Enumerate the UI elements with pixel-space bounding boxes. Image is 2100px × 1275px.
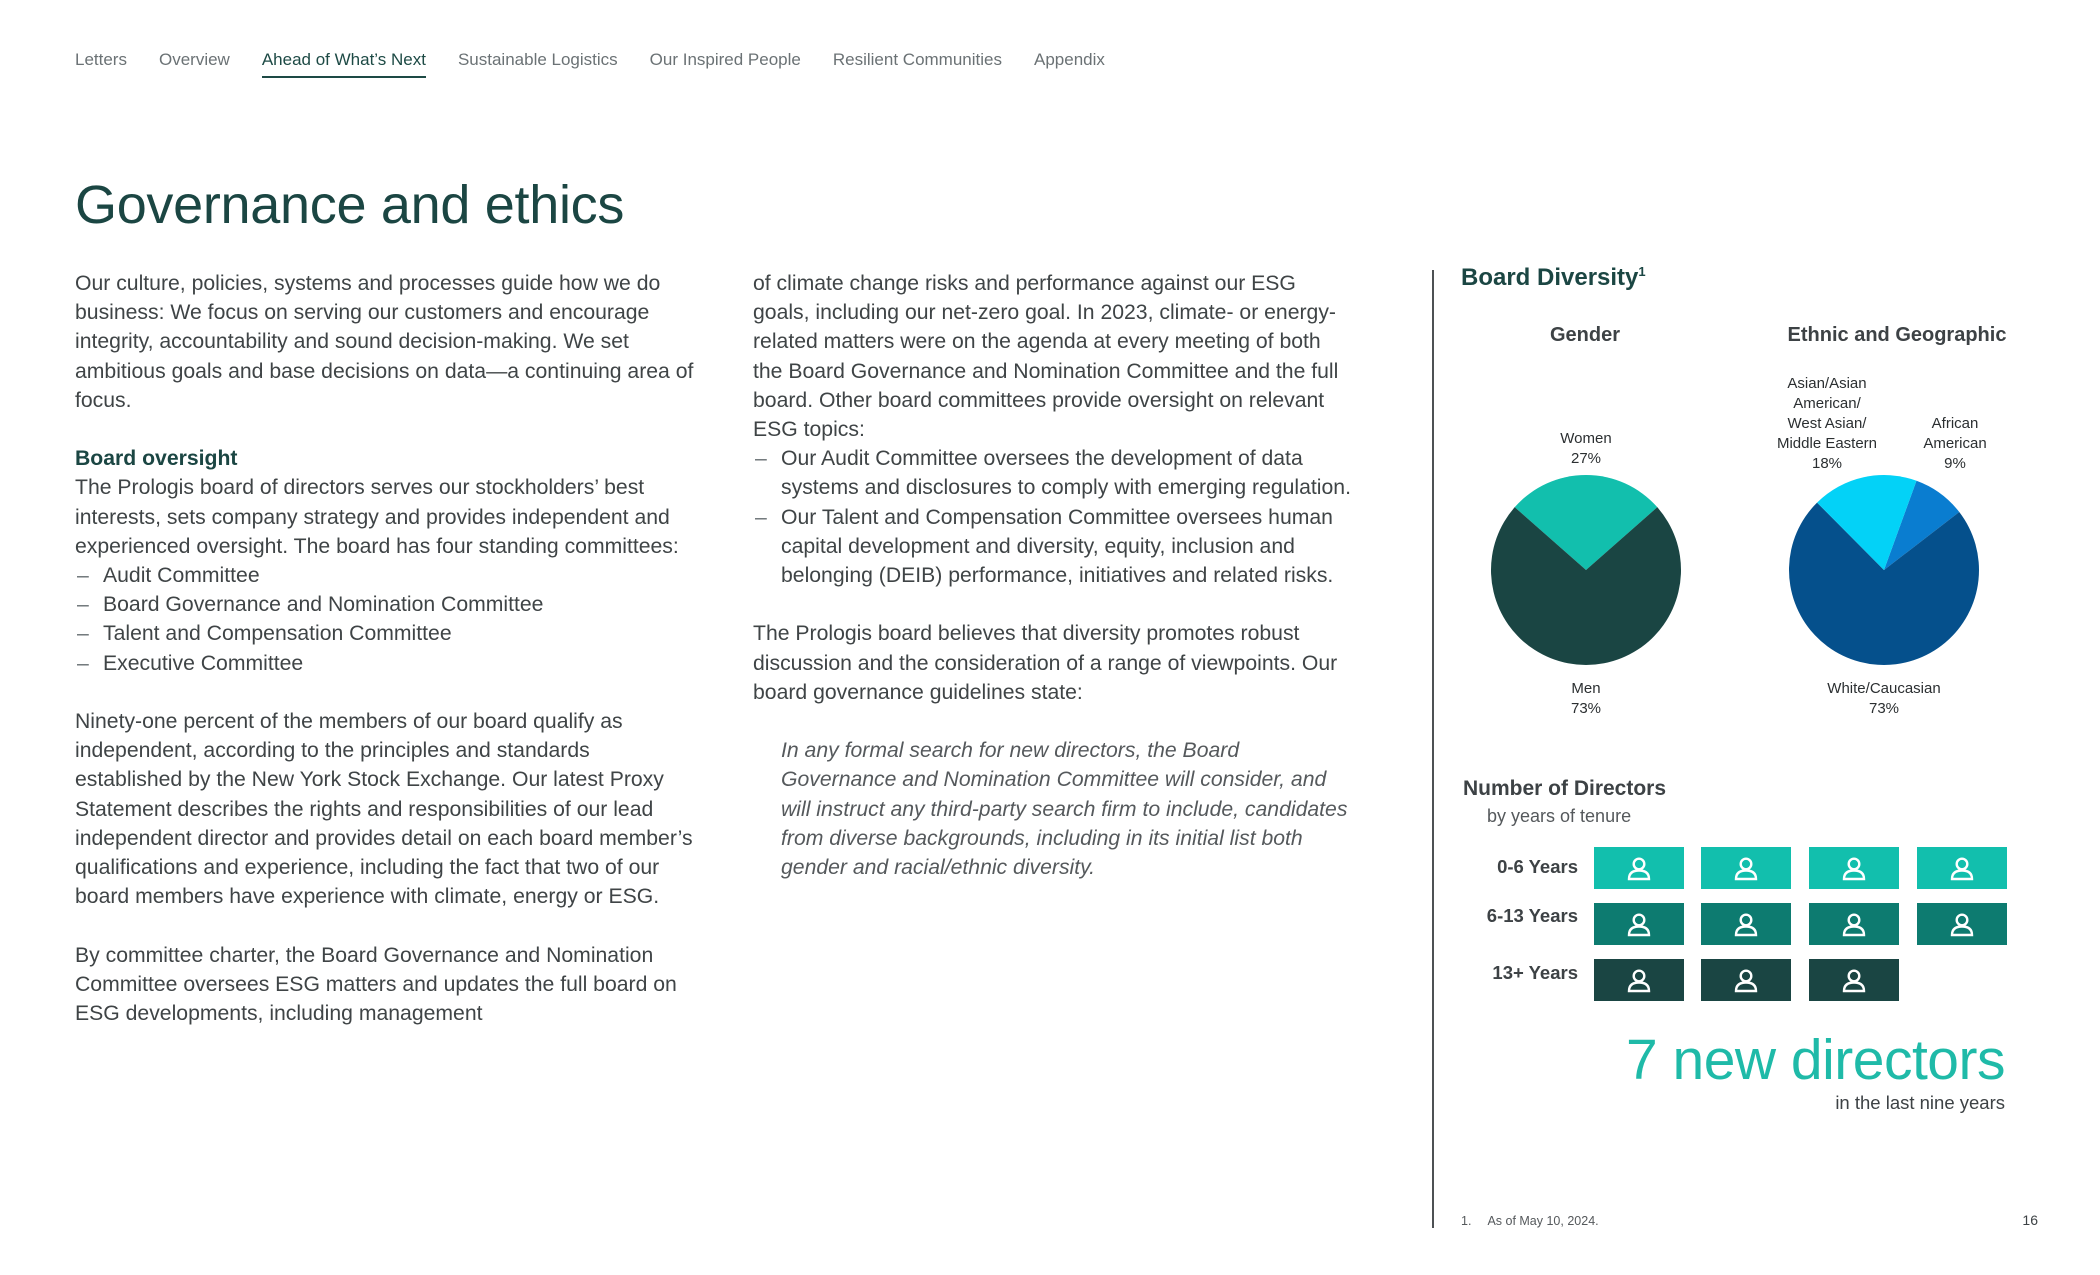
new-directors-caption: in the last nine years <box>1835 1092 2005 1113</box>
person-icon <box>1733 855 1759 881</box>
page-title: Governance and ethics <box>75 175 625 235</box>
nav-item-our-inspired-people[interactable]: Our Inspired People <box>649 50 801 69</box>
guidelines-quote: In any formal search for new directors, the Board Governance and Nomination Committee will consider, and will instruct any third-party search firm to include, candidates from diverse backgrounds, including in its initial list both gender and racial/ethnic diversity. <box>781 739 1348 880</box>
director-box <box>1917 847 2007 889</box>
person-icon <box>1626 911 1652 937</box>
women-slice-label: Women 27% <box>1560 430 1612 467</box>
footnote: 1. As of May 10, 2024. <box>1461 1214 1599 1228</box>
person-icon <box>1733 911 1759 937</box>
nav-item-letters[interactable]: Letters <box>75 50 127 69</box>
person-icon <box>1841 911 1867 937</box>
nav-item-sustainable-logistics[interactable]: Sustainable Logistics <box>457 50 618 69</box>
continuation-paragraph: of climate change risks and performance against our ESG goals, including our net-zero goal. In 2023, climate- or energy-related matters were on the agenda at every meeting of both the Board Governance and Nomination Committee and the full board. Other board committees provide oversight on relevant ESG topics: <box>753 272 1339 442</box>
list-item: – Our Talent and Compensation Committee oversees human capital development and diversity, equity, inclusion and belonging (DEIB) performance, initiatives and related risks. <box>753 503 1353 591</box>
independence-paragraph: Ninety-one percent of the members of our board qualify as independent, according to the principles and standards established by the New York Stock Exchange. Our latest Proxy Statement describes the rights and responsibilities of our lead independent director and provides detail on each board member’s qualifications and experience, including the fact that two of our board members have experience with climate, energy or ESG. <box>75 710 693 909</box>
new-directors-number: 7 new directors <box>1625 1028 2005 1092</box>
men-slice-label: Men 73% <box>1570 680 1602 717</box>
asian-slice-label: Asian/Asian American/ West Asian/ Middle Eastern 18% <box>1776 375 1878 472</box>
committee-list <box>75 561 695 678</box>
tenure-label-13-plus: 13+ Years <box>1492 962 1578 983</box>
person-icon <box>1626 855 1652 881</box>
list-item: – Talent and Compensation Committee <box>75 619 695 648</box>
person-icon <box>1841 855 1867 881</box>
white-caucasian-slice-label: White/Caucasian 73% <box>1827 680 1941 717</box>
director-box <box>1809 847 1899 889</box>
list-item: – Audit Committee <box>75 561 695 590</box>
person-icon <box>1733 967 1759 993</box>
director-box <box>1809 903 1899 945</box>
director-box <box>1701 903 1791 945</box>
ethnic-chart-title: Ethnic and Geographic <box>1787 324 2007 346</box>
director-box <box>1594 847 1684 889</box>
director-box <box>1701 959 1791 1001</box>
director-box <box>1917 903 2007 945</box>
list-item: – Board Governance and Nomination Committee <box>75 590 695 619</box>
page-number: 16 <box>2022 1212 2038 1228</box>
african-american-slice-label: African American 9% <box>1923 415 1987 472</box>
director-box <box>1701 847 1791 889</box>
director-box <box>1594 903 1684 945</box>
column-divider <box>1432 270 1434 1228</box>
charter-paragraph: By committee charter, the Board Governance and Nomination Committee oversees ESG matters and updates the full board on ESG developments, including management <box>75 943 677 1026</box>
middle-column <box>753 269 1353 882</box>
esg-topics-list <box>753 444 1353 590</box>
person-icon <box>1949 855 1975 881</box>
board-oversight-heading: Board oversight <box>75 447 238 471</box>
diversity-paragraph: The Prologis board believes that diversity promotes robust discussion and the consideration of a range of viewpoints. Our board governance guidelines state: <box>753 622 1338 704</box>
gender-chart-title: Gender <box>1549 324 1621 346</box>
list-item: – Our Audit Committee oversees the development of data systems and disclosures to comply with emerging regulation. <box>753 444 1353 502</box>
tenure-label-6-13: 6-13 Years <box>1486 905 1578 926</box>
board-diversity-title: Board Diversity$^1$ <box>1461 264 1646 291</box>
nav-item-appendix[interactable]: Appendix <box>1034 50 1105 69</box>
ethnic-pie-chart <box>1784 470 1984 670</box>
person-icon <box>1949 911 1975 937</box>
intro-paragraph: Our culture, policies, systems and processes guide how we do business: We focus on serving our customers and encourage integrity, accountability and sound decision-making. We set ambitious goals and base decisions on data—a continuing area of focus. <box>75 272 694 412</box>
nav-item-ahead-of-whats-next[interactable]: Ahead of What’s Next <box>262 50 426 78</box>
director-box <box>1594 959 1684 1001</box>
left-column <box>75 269 695 1028</box>
director-box <box>1809 959 1899 1001</box>
top-nav <box>75 50 1105 78</box>
person-icon <box>1841 967 1867 993</box>
board-oversight-paragraph: The Prologis board of directors serves our stockholders’ best interests, sets company strategy and provides independent and experienced oversight. The board has four standing committees: <box>75 476 679 558</box>
tenure-label-0-6: 0-6 Years <box>1497 856 1578 877</box>
list-item: – Executive Committee <box>75 649 695 678</box>
person-icon <box>1626 967 1652 993</box>
directors-subtitle: by years of tenure <box>1487 806 1632 826</box>
nav-item-resilient-communities[interactable]: Resilient Communities <box>832 50 1002 69</box>
gender-pie-chart <box>1486 470 1686 670</box>
nav-item-overview[interactable]: Overview <box>158 50 230 69</box>
directors-title: Number of Directors <box>1463 777 1667 800</box>
